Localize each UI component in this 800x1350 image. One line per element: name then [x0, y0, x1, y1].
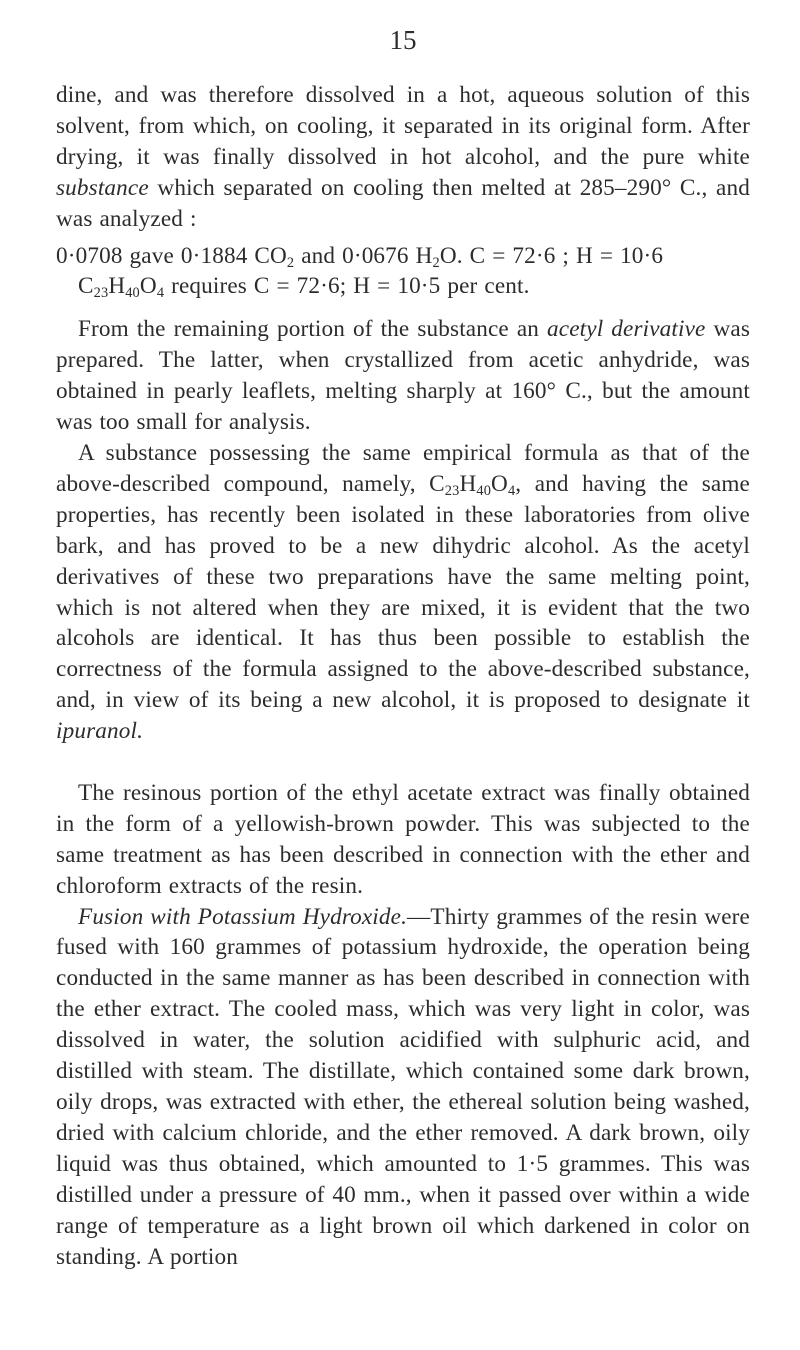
italic-term-acetyl-derivative: acetyl derivative — [547, 316, 706, 343]
text-run: dine, and was therefore dissolved in a hot, aqueous solution of this solvent, from which, on cooling, it separated in its original form. After drying, it was finally dissolved in hot alcohol, and the pure white — [56, 82, 750, 170]
text-run: —Thirty grammes of the resin were fused with 160 grammes of potassium hydroxide, the operation being conducted in the same manner as has been described in connection with the ether extract. The cooled mass, which was very light in color, was dissolved in water, the solution acidified with sulphuric acid, and distilled with steam. The distillate, which contained some dark brown, oily drops, was extracted with ether, the ethereal solution being washed, dried with calcium chloride, and the ether removed. A dark brown, oily liquid was thus obtained, which amounted to 1·5 grammes. This was distilled under a pressure of 40 mm., when it passed over within a wide range of temperature as a light brown oil which darkened in color on standing. A portion — [56, 903, 750, 1270]
subscript: 4 — [156, 285, 165, 302]
text-run: requires C = 72·6; H = 10·5 per cent. — [164, 273, 530, 300]
subscript: 40 — [125, 285, 140, 302]
text-run: which separated on cooling then melted at 285–290° C., and was analyzed : — [56, 174, 750, 232]
paragraph-acetyl-derivative — [56, 314, 750, 438]
subscript: 23 — [93, 285, 109, 302]
text-run: H — [108, 273, 126, 300]
text-run: From the remaining portion of the substance an — [78, 316, 548, 343]
subscript: 23 — [444, 482, 460, 499]
paragraph-ipuranol-identity — [56, 438, 750, 747]
text-run: and 0·0676 H — [294, 242, 433, 269]
paragraph-potassium-hydroxide-fusion — [56, 902, 750, 1273]
text-run: , and having the same properties, has recently been isolated in these laboratories from olive bark, and has proved to be a new dihydric alcohol. As the acetyl derivatives of these two preparations have the same melting point, which is not altered when they are mixed, it is evident that the two alcohols are identical. It has thus been possible to establish the correctness of the formula assigned to the above-described substance, and, in view of its being a new alcohol, it is proposed to designate it — [56, 470, 750, 714]
text-run: A substance possessing the same empirical formula as that of the above-described compound, namely, C — [56, 439, 750, 497]
text-run: O — [491, 470, 508, 497]
italic-term-ipuranol: ipuranol. — [56, 718, 144, 745]
italic-heading-fusion: Fusion with Potassium Hydroxide. — [78, 903, 408, 930]
paragraph-ipuranol-isolation — [56, 80, 750, 235]
text-run: O. C = 72·6 ; H = 10·6 — [439, 242, 664, 269]
text-run: H — [459, 470, 477, 497]
analysis-result-line — [56, 241, 750, 272]
text-run: 0·0708 gave 0·1884 CO — [56, 242, 287, 269]
body-text — [56, 80, 750, 1272]
section-gap — [56, 747, 750, 778]
subscript: 2 — [286, 254, 295, 271]
text-run: O — [139, 273, 157, 300]
paragraph-resinous-portion: The resinous portion of the ethyl acetate extract was finally obtained in the form of a yellowish-brown powder. This was subjected to the same treatment as has been described in connection with the ether and chloroform extracts of the resin. — [56, 779, 750, 899]
subscript: 40 — [476, 482, 492, 499]
subscript: 2 — [432, 254, 440, 271]
text-run: C — [78, 273, 94, 300]
page-number: 15 — [389, 25, 417, 55]
text-run: was prepared. The latter, when crystallized from acetic anhydride, was obtained in pearly leaflets, melting sharply at 160° C., but the amount was too small for analysis. — [56, 316, 750, 436]
subscript: 4 — [507, 482, 516, 499]
analysis-required-line — [56, 271, 750, 302]
italic-term-substance: substance — [56, 174, 149, 201]
